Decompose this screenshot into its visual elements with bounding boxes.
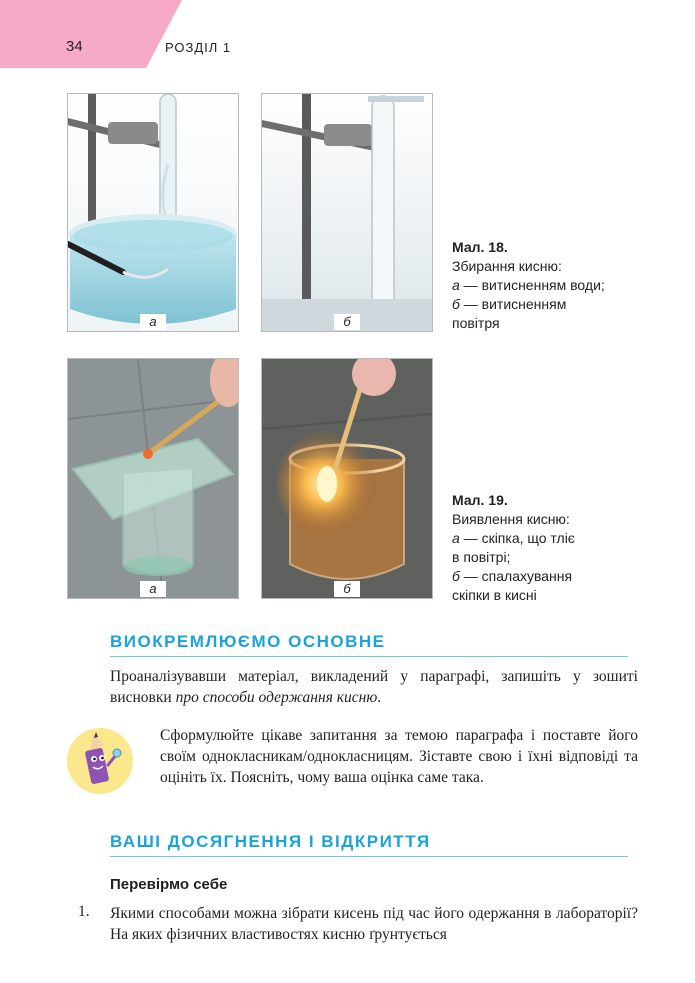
fig18-b-label: б — [334, 314, 360, 330]
fig18-caption-line: б — витисненням — [452, 296, 567, 312]
fig19-caption-line: а — скіпка, що тліє — [452, 530, 575, 546]
summary-paragraph: Проаналізувавши матеріал, викладений у параграфі, запишіть у зошиті висновки про способи одержання кисню. — [110, 668, 638, 706]
fig18-caption-line: повітря — [452, 315, 500, 331]
fig18-caption — [452, 238, 652, 333]
fig19-caption — [452, 491, 652, 605]
fig18-caption-line: а — витисненням води; — [452, 277, 605, 293]
fig19-a-label: а — [140, 581, 166, 597]
header-accent-corner — [146, 0, 182, 68]
fig19-photo-b — [261, 358, 433, 599]
fig19-caption-line: скіпки в кисні — [452, 587, 537, 603]
fig19-title: Мал. 19. — [452, 492, 508, 508]
fig18-title: Мал. 18. — [452, 239, 508, 255]
fig19-b-label: б — [334, 581, 360, 597]
fig18-caption-line: Збирання кисню: — [452, 258, 562, 274]
section-label: РОЗДІЛ 1 — [165, 40, 232, 55]
self-check-subheading: Перевірмо себе — [110, 876, 228, 893]
pencil-mascot-icon — [66, 727, 134, 795]
fig18-photo-b — [261, 93, 433, 332]
summary-heading: ВИОКРЕМЛЮЄМО ОСНОВНЕ — [110, 632, 628, 657]
question-number: 1. — [78, 903, 90, 920]
task-paragraph: Сформулюйте цікаве запитання за темою параграфа і поставте його своїм однокласникам/однокласницям. Зіставте свою і їхні відповіді та оцініть їх. Поясніть, чому ваша оцінка саме така. — [160, 727, 638, 786]
fig19-caption-line: Виявлення кисню: — [452, 511, 570, 527]
achievements-heading: ВАШІ ДОСЯГНЕННЯ І ВІДКРИТТЯ — [110, 832, 628, 857]
fig18-photo-a — [67, 93, 239, 332]
fig19-photo-a — [67, 358, 239, 599]
fig19-caption-line: б — спалахування — [452, 568, 573, 584]
fig19-caption-line: в повітрі; — [452, 549, 511, 565]
question-text: Якими способами можна зібрати кисень під час його одержання в лабораторії? На яких фізичних властивостях кисню ґрунтується — [110, 905, 638, 943]
header-accent-band — [0, 0, 146, 68]
fig18-a-label: а — [140, 314, 166, 330]
page-number: 34 — [66, 38, 83, 55]
